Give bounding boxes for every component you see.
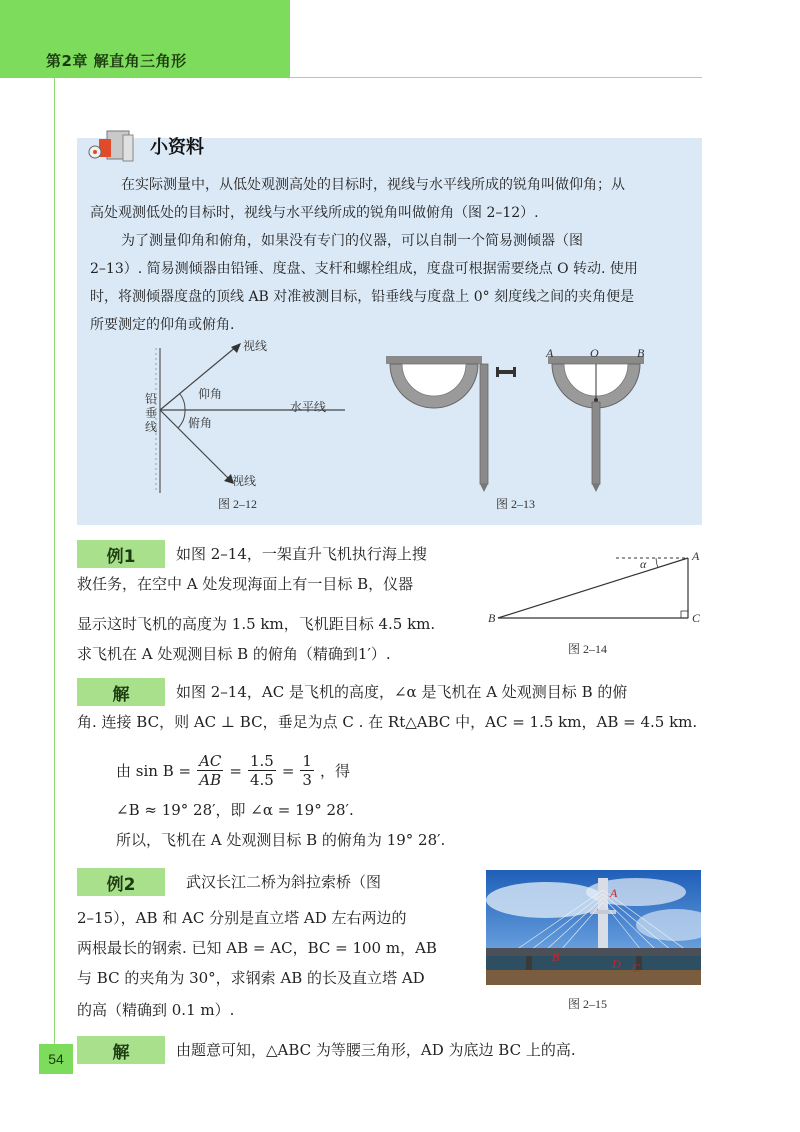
solution2-line1: 由题意可知，△ABC 为等腰三角形，AD 为底边 BC 上的高.: [176, 1041, 576, 1059]
figure-2-13: [380, 340, 680, 500]
frac3-num: 1: [302, 752, 312, 770]
frac2-den: 4.5: [249, 771, 274, 789]
chapter-title: 第2章 解直角三角形: [46, 52, 187, 70]
solution1-line1: 如图 2–14，AC 是飞机的高度，∠α 是飞机在 A 处观测目标 B 的俯: [176, 683, 628, 701]
example2-line4: 与 BC 的夹角为 30°，求钢索 AB 的长及直立塔 AD: [77, 969, 425, 987]
figure-2-14: [486, 550, 701, 630]
fig215-label-b: B: [552, 950, 560, 964]
fig212-plumb-2: 垂: [145, 406, 158, 420]
fig215-caption: 图 2–15: [568, 997, 608, 1011]
fig214-label-c: C: [692, 611, 701, 625]
info-para2-line4: 所要测定的仰角或俯角.: [90, 317, 235, 333]
fig215-label-c: C: [632, 961, 641, 975]
fig212-horizontal: 水平线: [290, 400, 327, 414]
solution1-tag: 解: [77, 678, 165, 706]
frac1-num: AC: [199, 752, 222, 770]
fig214-label-a: A: [692, 549, 700, 563]
info-para2-line2: 2–13）. 简易测倾器由铅锤、度盘、支杆和螺栓组成，度盘可根据需要绕点 O 转动. 使用: [90, 261, 638, 277]
equals-sign-2: =: [281, 761, 295, 780]
info-title: 小资料: [150, 137, 204, 158]
info-para2-line3: 时，将测倾器度盘的顶线 AB 对准被测目标，铅垂线与度盘上 0° 刻度线之间的夹角便是: [90, 289, 635, 305]
solution1-line2: 角. 连接 BC，则 AC ⊥ BC，垂足为点 C . 在 Rt△ABC 中，AC = 1.5 km，AB = 4.5 km.: [77, 713, 698, 731]
info-para1-line2: 高处观测低处的目标时，视线与水平线所成的锐角叫做俯角（图 2–12）.: [90, 205, 539, 221]
fig212-elevation: 仰角: [198, 387, 223, 401]
eq-suffix: ，得: [319, 762, 350, 780]
solution1-conclusion: 所以，飞机在 A 处观测目标 B 的俯角为 19° 28′.: [116, 831, 446, 849]
equals-sign-1: =: [229, 761, 242, 780]
margin-line: [54, 78, 55, 1048]
fig212-plumb-1: 铅: [145, 392, 158, 406]
example2-tag: 例2: [77, 868, 165, 896]
fraction-numeric: [248, 752, 276, 789]
fraction-one-third: [300, 752, 314, 789]
frac3-den: 3: [302, 771, 312, 789]
info-para1-line1: 在实际测量中，从低处观测高处的目标时，视线与水平线所成的锐角叫做仰角；从: [121, 177, 625, 193]
fig213-caption: 图 2–13: [496, 497, 536, 511]
fig213-label-o: O: [590, 346, 599, 360]
projector-icon: [85, 125, 141, 169]
fig212-depression: 俯角: [188, 416, 213, 430]
bridge-photo: [486, 870, 701, 985]
example1-line2: 救任务，在空中 A 处发现海面上有一目标 B，仪器: [77, 575, 414, 593]
frac2-num: 1.5: [249, 752, 274, 770]
example2-line2: 2–15），AB 和 AC 分别是直立塔 AD 左右两边的: [77, 909, 407, 927]
fig214-label-b: B: [488, 611, 496, 625]
example1-tag: 例1: [77, 540, 165, 568]
fig214-label-alpha: α: [640, 557, 647, 571]
example2-line3: 两根最长的钢索. 已知 AB = AC，BC = 100 m，AB: [77, 939, 437, 957]
fig213-label-b: B: [637, 346, 645, 360]
page-number: 54: [39, 1044, 73, 1074]
fig212-sight-bottom: 视线: [232, 474, 257, 488]
fig212-plumb-3: 线: [145, 420, 158, 434]
fig215-label-a: A: [610, 886, 618, 900]
solution2-tag: 解: [77, 1036, 165, 1064]
eq-prefix: 由 sin B =: [116, 762, 192, 780]
example2-line1: 武汉长江二桥为斜拉索桥（图: [186, 873, 382, 891]
fig214-caption: 图 2–14: [568, 642, 608, 656]
angle-result: ∠B ≈ 19° 28′，即 ∠α = 19° 28′.: [116, 801, 354, 819]
sin-equation: [116, 752, 350, 789]
fig212-sight-top: 视线: [243, 339, 268, 353]
example1-line1: 如图 2–14，一架直升飞机执行海上搜: [176, 545, 427, 563]
fig215-label-d: D: [612, 957, 621, 971]
fraction-ac-ab: [197, 752, 223, 789]
example1-line3: 显示这时飞机的高度为 1.5 km，飞机距目标 4.5 km.: [77, 615, 436, 633]
header-divider: [290, 77, 702, 78]
fig213-label-a: A: [546, 346, 554, 360]
info-para2-line1: 为了测量仰角和俯角，如果没有专门的仪器，可以自制一个简易测倾器（图: [121, 233, 583, 249]
fig212-caption: 图 2–12: [218, 497, 258, 511]
frac1-den: AB: [199, 771, 222, 789]
example1-line4: 求飞机在 A 处观测目标 B 的俯角（精确到1′）.: [77, 645, 391, 663]
example2-line5: 的高（精确到 0.1 m）.: [77, 1001, 235, 1019]
